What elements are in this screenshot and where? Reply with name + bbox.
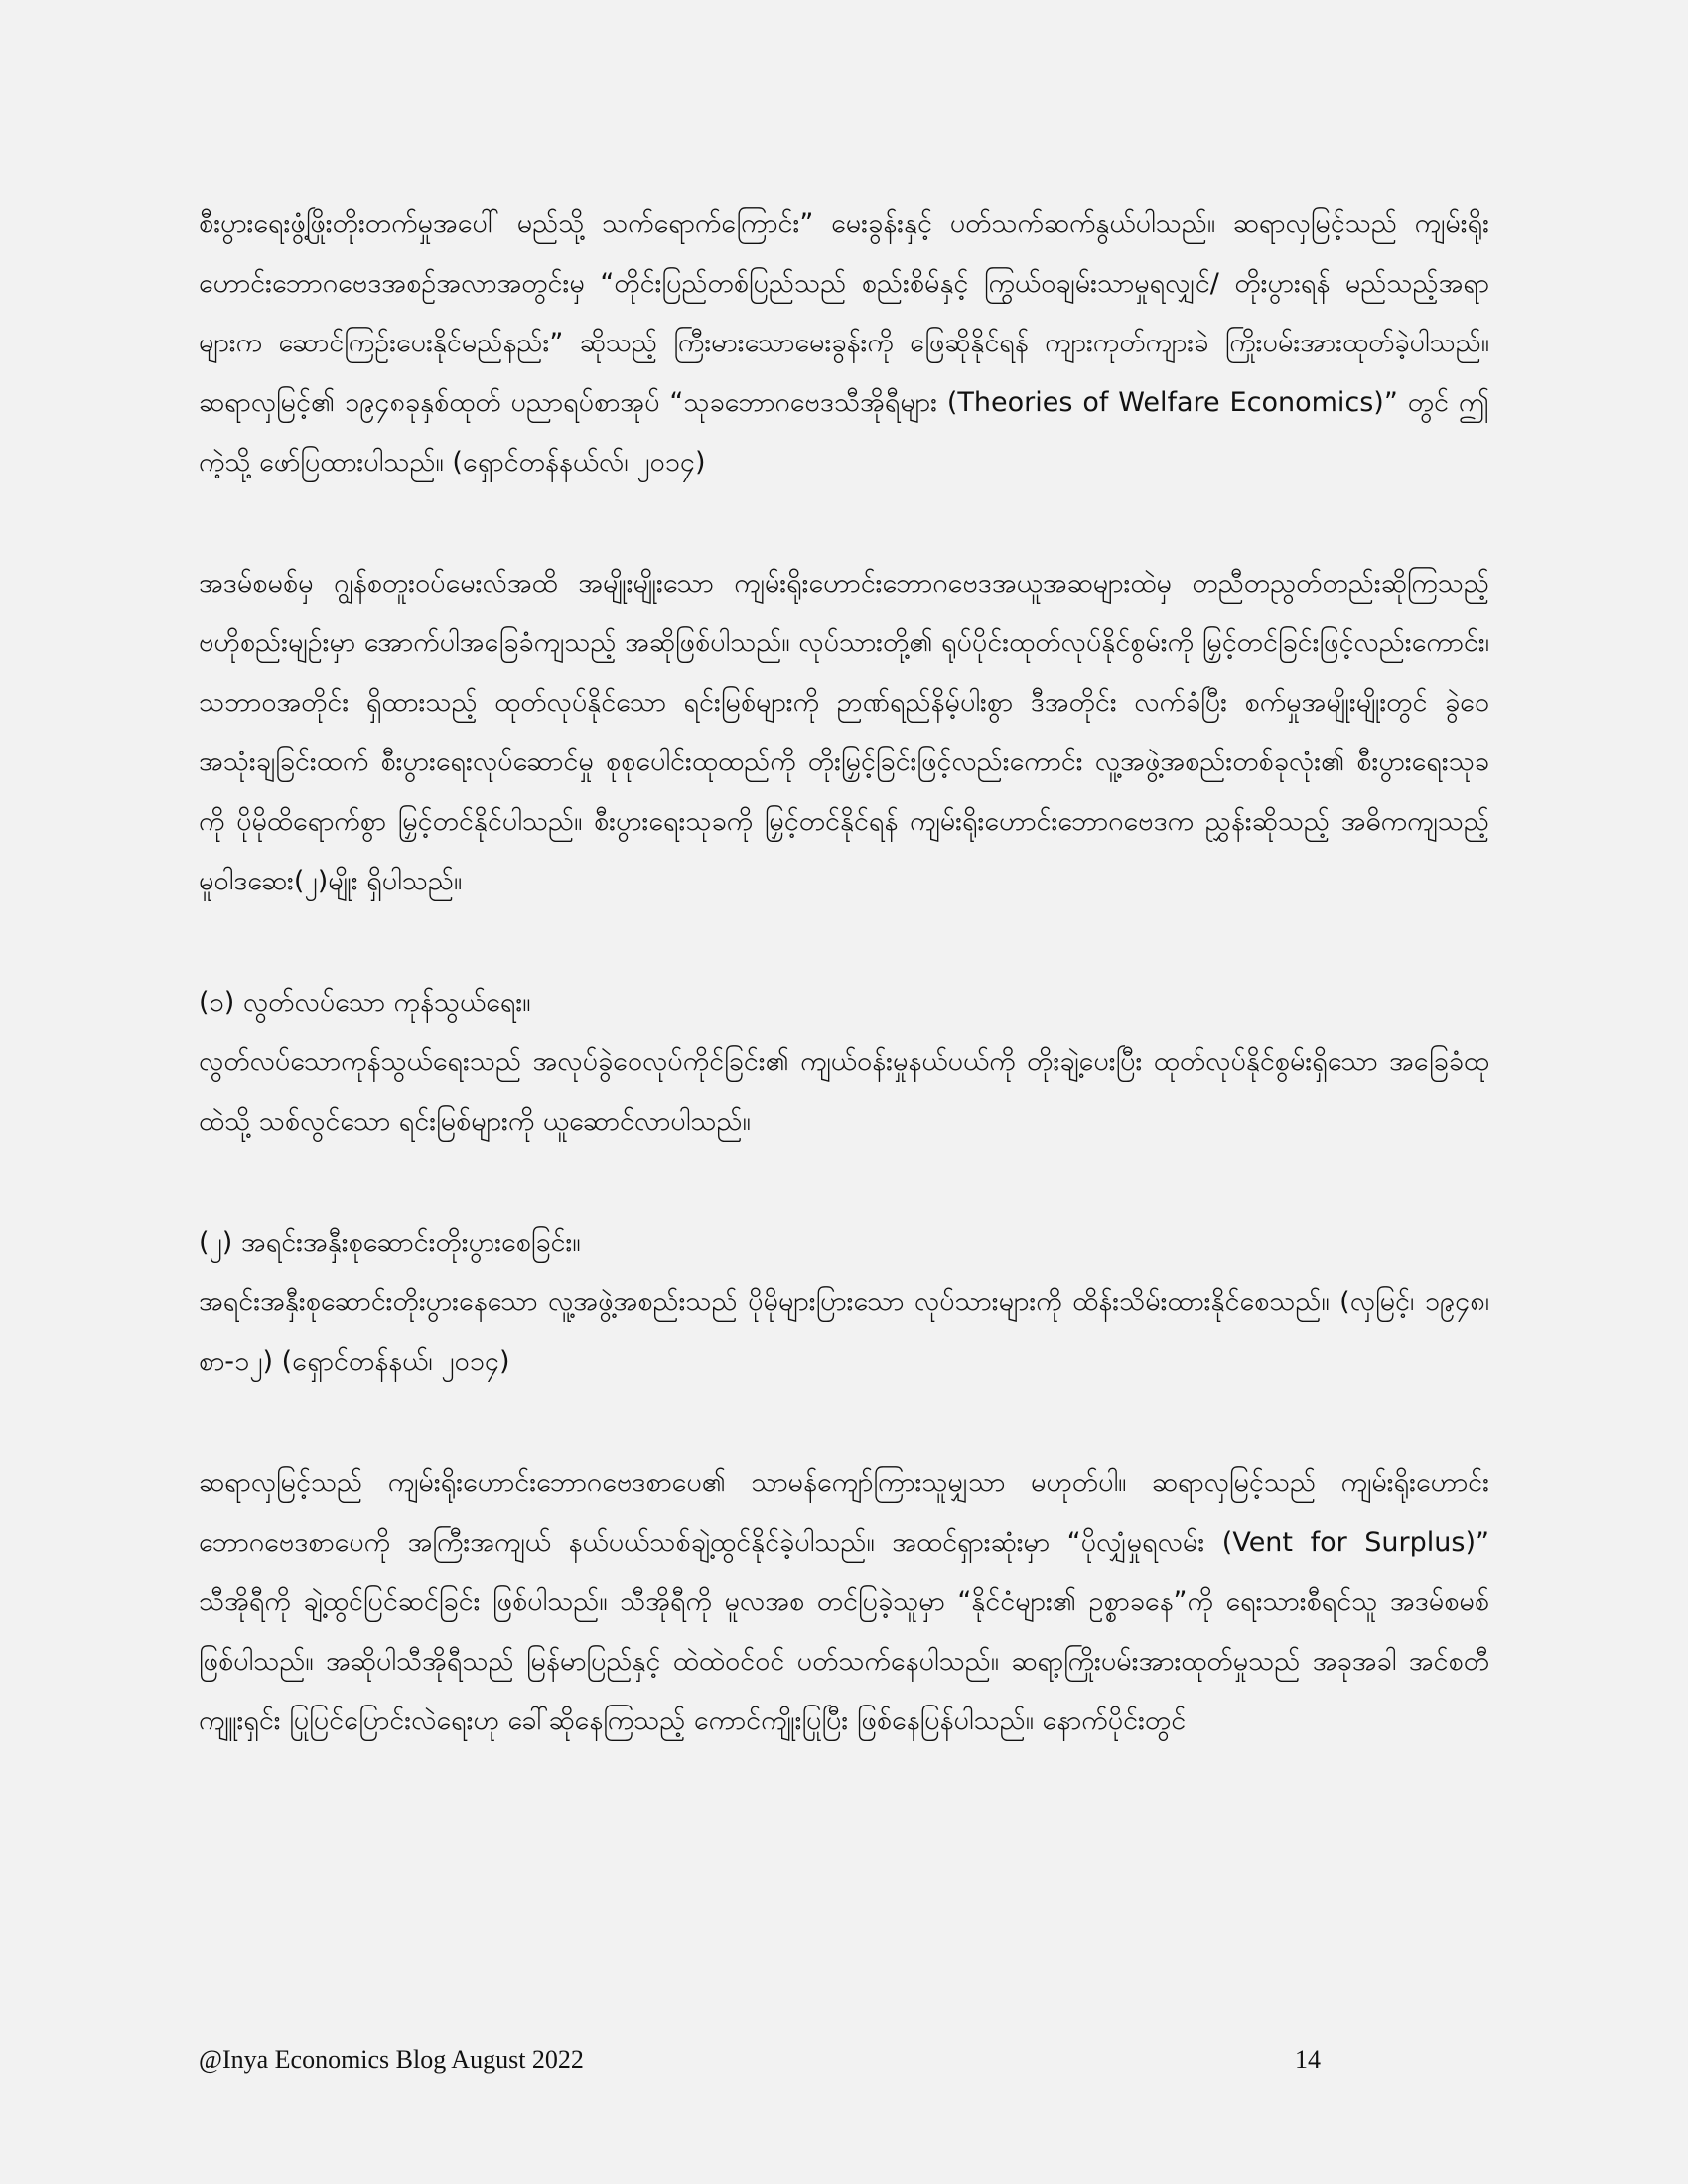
paragraph-4: အရင်းအနှီးစုဆောင်းတိုးပွားနေသော လူ့အဖွဲ့အစည်းသည် ပိုမိုများပြားသော လုပ်သားများကို ထိန်းသိမ်းထားနိုင်စေသည်။ (လှမြင့်၊ ၁၉၄၈၊ စာ-၁၂) (ရှောင်တန်နယ်၊ ၂၀၁၄)	[199, 1287, 1489, 1377]
section-heading-2: (၂) အရင်းအနှီးစုဆောင်းတိုးပွားစေခြင်း။	[199, 1227, 581, 1258]
paragraph-1: စီးပွားရေးဖွံ့ဖြိုးတိုးတက်မှုအပေါ် မည်သို့ သက်ရောက်ကြောင်း” မေးခွန်းနှင့် ပတ်သက်ဆက်နွယ်ပါသည်။ ဆရာလှမြင့်သည် ကျမ်းရိုးဟောင်းဘောဂဗေဒအစဉ်အလာအတွင်းမှ “တိုင်းပြည်တစ်ပြည်သည် စည်းစိမ်နှင့် ကြွယ်ဝချမ်းသာမှုရလျှင်/ တိုးပွားရန် မည်သည့်အရာများက ဆောင်ကြဉ်းပေးနိုင်မည်နည်း” ဆိုသည့် ကြီးမားသောမေးခွန်းကို ဖြေဆိုနိုင်ရန် ကျားကုတ်ကျားခဲ ကြိုးပမ်းအားထုတ်ခဲ့ပါသည်။ ဆရာလှမြင့်၏ ၁၉၄၈ခုနှစ်ထုတ် ပညာရပ်စာအုပ် “သုခဘောဂဗေဒသီအိုရီများ (Theories of Welfare Economics)” တွင် ဤကဲ့သို့ ဖော်ပြထားပါသည်။ (ရှောင်တန်နယ်လ်၊ ၂၀၁၄)	[199, 208, 1489, 478]
footer-source: @Inya Economics Blog August 2022	[199, 2045, 584, 2074]
paragraph-gap	[199, 1392, 1489, 1453]
paragraph-3: လွတ်လပ်သောကုန်သွယ်ရေးသည် အလုပ်ခွဲဝေလုပ်ကိုင်ခြင်း၏ ကျယ်ဝန်းမှုနယ်ပယ်ကို တိုးချဲ့ပေးပြီး ထုတ်လုပ်နိုင်စွမ်းရှိသော အခြေခံထုထဲသို့ သစ်လွင်သော ရင်းမြစ်များကို ယူဆောင်လာပါသည်။	[199, 1046, 1489, 1137]
paragraph-2: အဒမ်စမစ်မှ ဂျွန်စတူးဝပ်မေးလ်အထိ အမျိုးမျိုးသော ကျမ်းရိုးဟောင်းဘောဂဗေဒအယူအဆများထဲမှ တညီတညွတ်တည်းဆိုကြသည့် ဗဟိုစည်းမျဉ်းမှာ အောက်ပါအခြေခံကျသည့် အဆိုဖြစ်ပါသည်။ လုပ်သားတို့၏ ရုပ်ပိုင်းထုတ်လုပ်နိုင်စွမ်းကို မြှင့်တင်ခြင်းဖြင့်လည်းကောင်း၊ သဘာဝအတိုင်း ရှိထားသည့် ထုတ်လုပ်နိုင်သော ရင်းမြစ်များကို ဉာဏ်ရည်နိမ့်ပါးစွာ ဒီအတိုင်း လက်ခံပြီး စက်မှုအမျိုးမျိုးတွင် ခွဲဝေအသုံးချခြင်းထက် စီးပွားရေးလုပ်ဆောင်မှု စုစုပေါင်းထုထည်ကို တိုးမြှင့်ခြင်းဖြင့်လည်းကောင်း လူ့အဖွဲ့အစည်းတစ်ခုလုံး၏ စီးပွားရေးသုခကို ပိုမိုထိရောက်စွာ မြှင့်တင်နိုင်ပါသည်။ စီးပွားရေးသုခကို မြှင့်တင်နိုင်ရန် ကျမ်းရိုးဟောင်းဘောဂဗေဒက ညွှန်းဆိုသည့် အဓိကကျသည့် မူဝါဒဆေး(၂)မျိုး ရှိပါသည်။	[199, 568, 1489, 896]
section-heading-1: (၁) လွတ်လပ်သော ကုန်သွယ်ရေး။	[199, 987, 531, 1018]
paragraph-5: ဆရာလှမြင့်သည် ကျမ်းရိုးဟောင်းဘောဂဗေဒစာပေ၏ သာမန်ကျော်ကြားသူမျှသာ မဟုတ်ပါ။ ဆရာလှမြင့်သည် ကျမ်းရိုးဟောင်းဘောဂဗေဒစာပေကို အကြီးအကျယ် နယ်ပယ်သစ်ချဲ့ထွင်နိုင်ခဲ့ပါသည်။ အထင်ရှားဆုံးမှာ “ပိုလျှံမှုရလမ်း (Vent for Surplus)” သီအိုရီကို ချဲ့ထွင်ပြင်ဆင်ခြင်း ဖြစ်ပါသည်။ သီအိုရီကို မူလအစ တင်ပြခဲ့သူမှာ “နိုင်ငံများ၏ ဥစ္စာခနေ”ကို ရေးသားစီရင်သူ အဒမ်စမစ် ဖြစ်ပါသည်။ အဆိုပါသီအိုရီသည် မြန်မာပြည်နှင့် ထဲထဲဝင်ဝင် ပတ်သက်နေပါသည်။ ဆရာ့ကြိုးပမ်းအားထုတ်မှုသည် အခုအခါ အင်စတီကျူးရှင်း ပြုပြင်ပြောင်းလဲရေးဟု ခေါ်ဆိုနေကြသည့် ကောင်ကျိုးပြုပြီး ဖြစ်နေပြန်ပါသည်။ နောက်ပိုင်းတွင်	[199, 1467, 1489, 1736]
page-number: 14	[1295, 2045, 1321, 2074]
paragraph-gap	[199, 911, 1489, 973]
paragraph-gap	[199, 1152, 1489, 1213]
paragraph-gap	[199, 492, 1489, 554]
page-body	[199, 195, 1489, 1751]
